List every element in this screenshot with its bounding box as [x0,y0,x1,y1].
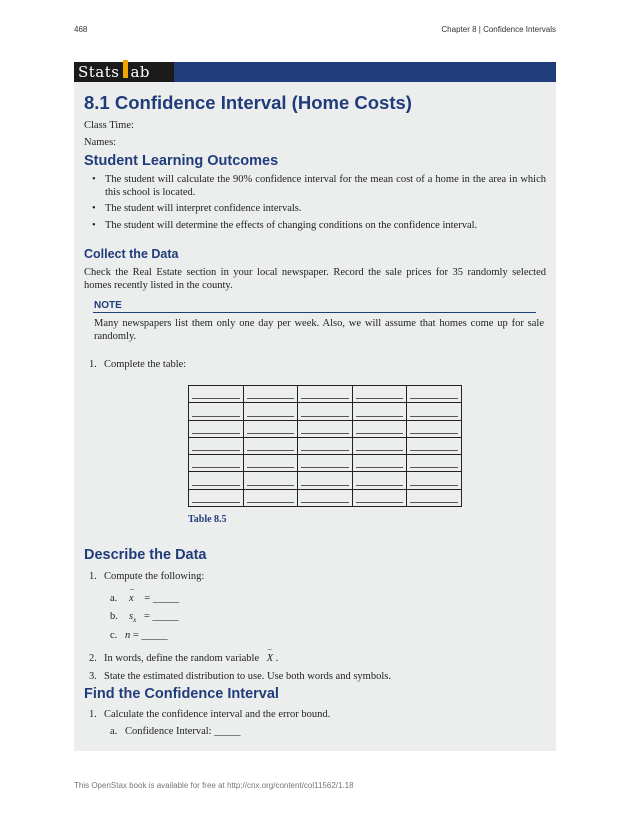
answer-blank: Confidence Interval: _____ [125,726,241,737]
question-number: 3. [89,671,97,682]
x-subscript: x [133,616,137,625]
table-cell[interactable] [407,455,462,472]
table-cell[interactable] [352,420,407,437]
table-cell[interactable] [352,386,407,403]
table-cell[interactable] [352,455,407,472]
sub-label: b. [110,611,118,622]
table-cell[interactable] [298,420,353,437]
home-prices-table [188,385,462,507]
answer-blank: = _____ [132,630,168,641]
bar-accent: – [130,584,134,593]
question-text [104,644,279,664]
table-cell[interactable] [407,489,462,506]
outcome-item: • The student will calculate the 90% confidence interval for the mean cost of a home in the area in which this school is located. [84,174,546,199]
table-row [189,472,462,489]
table-cell[interactable] [407,386,462,403]
table-cell[interactable] [298,437,353,454]
table-cell[interactable] [189,420,244,437]
table-cell[interactable] [352,437,407,454]
names-label: Names: [84,137,117,148]
table-cell[interactable] [298,403,353,420]
sub-label: c. [110,630,118,641]
table-cell[interactable] [189,472,244,489]
sub-label: a. [110,726,118,737]
note-divider [93,312,536,313]
answer-blank: = _____ [143,611,179,622]
table-row [189,403,462,420]
table-cell[interactable] [243,403,298,420]
table-cell[interactable] [407,403,462,420]
outcomes-heading: Student Learning Outcomes [84,153,279,169]
n-variable: n [125,630,131,641]
sub-label: a. [110,593,118,604]
sample-sd-line [129,611,179,624]
question-text: Calculate the confidence interval and the error bound. [104,709,331,720]
table-row [189,386,462,403]
table-cell[interactable] [243,455,298,472]
table-cell[interactable] [352,472,407,489]
page-title: 8.1 Confidence Interval (Home Costs) [84,92,412,113]
x-variable: x [129,593,134,604]
table-row [189,489,462,506]
question-number: 2. [89,653,97,664]
table-cell[interactable] [189,489,244,506]
logo-bar-icon [123,60,128,78]
logo-text-right: ab [130,63,151,81]
period: . [275,653,279,664]
answer-blank: = _____ [144,593,180,604]
step-text: Complete the table: [104,359,187,370]
question-text: Compute the following: [104,571,205,582]
chapter-header: Chapter 8 | Confidence Intervals [441,25,556,34]
X-variable: X [266,653,274,664]
table-cell[interactable] [407,472,462,489]
table-cell[interactable] [352,403,407,420]
table-row [189,455,462,472]
table-cell[interactable] [352,489,407,506]
collect-heading: Collect the Data [84,247,179,261]
table-cell[interactable] [243,420,298,437]
q2-text: In words, define the random variable [104,653,260,664]
table-caption: Table 8.5 [188,514,227,525]
table-row [189,420,462,437]
table-cell[interactable] [243,472,298,489]
s-variable: s [129,611,134,622]
describe-heading: Describe the Data [84,547,207,563]
step-number: 1. [89,359,97,370]
table-cell[interactable] [243,437,298,454]
page-footer: This OpenStax book is available for free at http://cnx.org/content/col11562/1.18 [74,781,354,790]
table-cell[interactable] [298,472,353,489]
sample-size-line [125,630,168,641]
table-cell[interactable] [298,455,353,472]
table-cell[interactable] [407,420,462,437]
stats-lab-banner [74,62,556,82]
table-cell[interactable] [298,386,353,403]
logo-text-left: Stats [78,63,120,81]
question-number: 1. [89,571,97,582]
sample-mean-line [129,584,180,604]
bar-accent: – [267,644,272,653]
stats-lab-logo [74,62,174,82]
table-cell[interactable] [407,437,462,454]
question-text: State the estimated distribution to use. Use both words and symbols. [104,671,391,682]
table-cell[interactable] [189,437,244,454]
collect-text: Check the Real Estate section in your local newspaper. Record the sale prices for 35 randomly selected homes recently listed in the county. [84,267,546,291]
table-cell[interactable] [298,489,353,506]
table-cell[interactable] [243,489,298,506]
class-time-label: Class Time: [84,120,134,131]
outcome-item: • The student will interpret confidence intervals. [84,203,546,216]
note-text: Many newspapers list them only one day per week. Also, we will assume that homes come up for sale randomly. [94,318,544,342]
find-heading: Find the Confidence Interval [84,686,279,702]
table-row [189,437,462,454]
table-cell[interactable] [189,403,244,420]
note-title: NOTE [94,300,122,311]
question-number: 1. [89,709,97,720]
table-cell[interactable] [243,386,298,403]
outcome-item: • The student will determine the effects of changing conditions on the confidence interval. [84,220,546,233]
outcomes-list [84,174,546,236]
table-cell[interactable] [189,386,244,403]
table-cell[interactable] [189,455,244,472]
page-number: 468 [74,25,88,34]
